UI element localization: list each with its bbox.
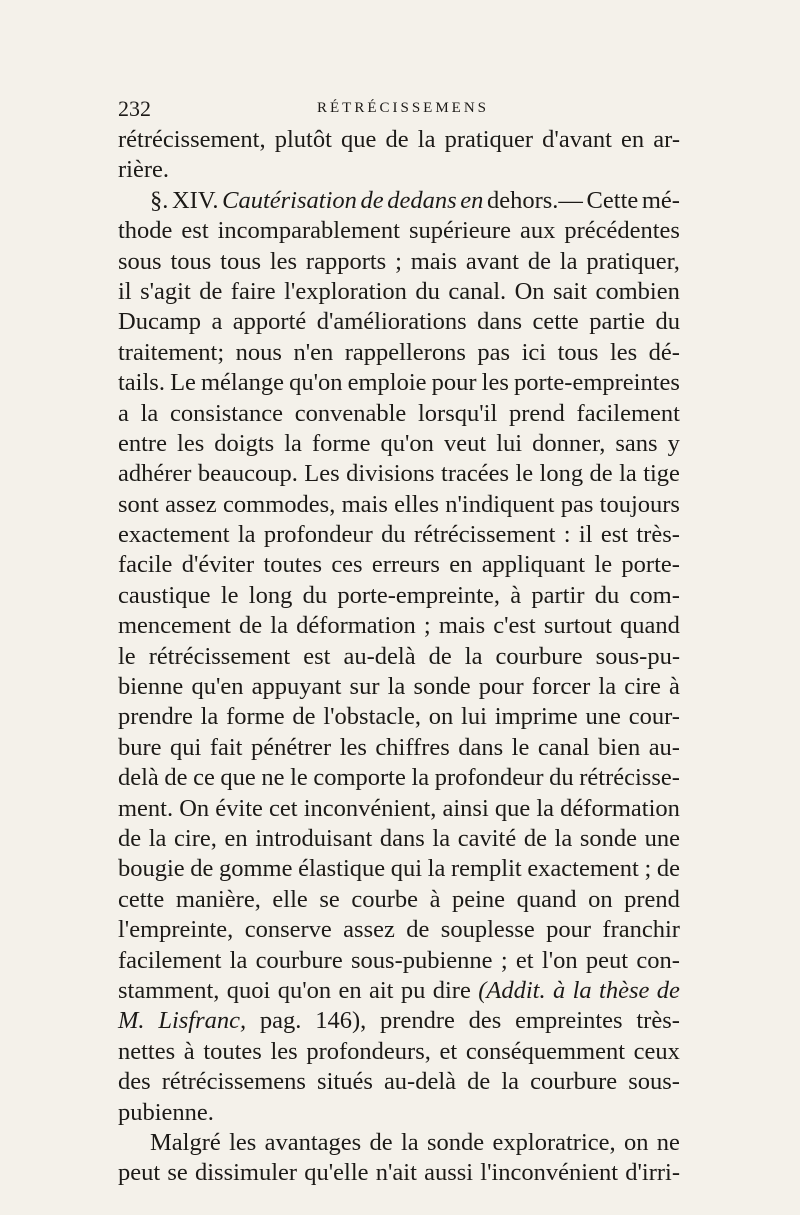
text-line: prendre la forme de l'obstacle, on lui imprime une cour- (118, 703, 680, 731)
text-line: Ducamp a apporté d'améliorations dans cette partie du (118, 308, 680, 336)
text-line: bougie de gomme élastique qui la remplit exactement ; de (118, 855, 680, 883)
text-line: Malgré les avantages de la sonde exploratrice, on ne (150, 1128, 680, 1156)
text-line: peut se dissimuler qu'elle n'ait aussi l'inconvénient d'irri- (118, 1159, 680, 1187)
text-line: exactement la profondeur du rétrécissement : il est très- (118, 521, 680, 549)
page-number: 232 (118, 96, 151, 121)
text-line: stamment, quoi qu'on en ait pu dire (Addit. à la thèse de (118, 976, 680, 1004)
text-line: de la cire, en introduisant dans la cavité de la sonde une (118, 824, 680, 852)
body-text (118, 125, 680, 1189)
text-line: facilement la courbure sous-pubienne ; et l'on peut con- (118, 946, 680, 974)
text-line: facile d'éviter toutes ces erreurs en appliquant le porte- (118, 551, 680, 579)
text-line: bure qui fait pénétrer les chiffres dans le canal bien au- (118, 733, 680, 761)
text-line: ment. On évite cet inconvénient, ainsi que la déformation (118, 794, 680, 822)
text-line: thode est incomparablement supérieure aux précédentes (118, 217, 680, 245)
text-line: caustique le long du porte-empreinte, à partir du com- (118, 581, 680, 609)
text-line: il s'agit de faire l'exploration du canal. On sait combien (118, 277, 680, 305)
text-line: §. XIV. Cautérisation de dedans en dehors.— Cette mé- (150, 186, 680, 214)
text-line: cette manière, elle se courbe à peine quand on prend (118, 885, 680, 913)
running-head: RÉTRÉCISSEMENS (316, 100, 490, 116)
text-line: rétrécissement, plutôt que de la pratiquer d'avant en ar- (118, 126, 680, 153)
text-line: des rétrécissemens situés au-delà de la courbure sous- (118, 1068, 680, 1096)
text-line: sous tous tous les rapports ; mais avant de la pratiquer, (118, 247, 680, 275)
text-line: M. Lisfranc, pag. 146), prendre des empreintes très- (118, 1007, 680, 1035)
text-line: adhérer beaucoup. Les divisions tracées le long de la tige (118, 460, 680, 488)
text-line: tails. Le mélange qu'on emploie pour les porte-empreintes (118, 369, 680, 397)
text-line: nettes à toutes les profondeurs, et conséquemment ceux (118, 1037, 680, 1065)
text-line: entre les doigts la forme qu'on veut lui donner, sans y (118, 429, 680, 457)
text-line: bienne qu'en appuyant sur la sonde pour forcer la cire à (118, 673, 680, 701)
text-line: pubienne. (118, 1098, 214, 1126)
text-line: l'empreinte, conserve assez de souplesse pour franchir (118, 916, 680, 944)
text-line: traitement; nous n'en rappellerons pas ici tous les dé- (118, 338, 680, 366)
text-line: rière. (118, 156, 169, 184)
text-line: a la consistance convenable lorsqu'il prend facilement (118, 399, 680, 427)
text-line: sont assez commodes, mais elles n'indiquent pas toujours (118, 490, 680, 518)
text-line: mencement de la déformation ; mais c'est surtout quand (118, 612, 680, 640)
text-line: delà de ce que ne le comporte la profondeur du rétrécisse- (118, 764, 680, 792)
text-line: le rétrécissement est au-delà de la courbure sous-pu- (118, 642, 680, 670)
